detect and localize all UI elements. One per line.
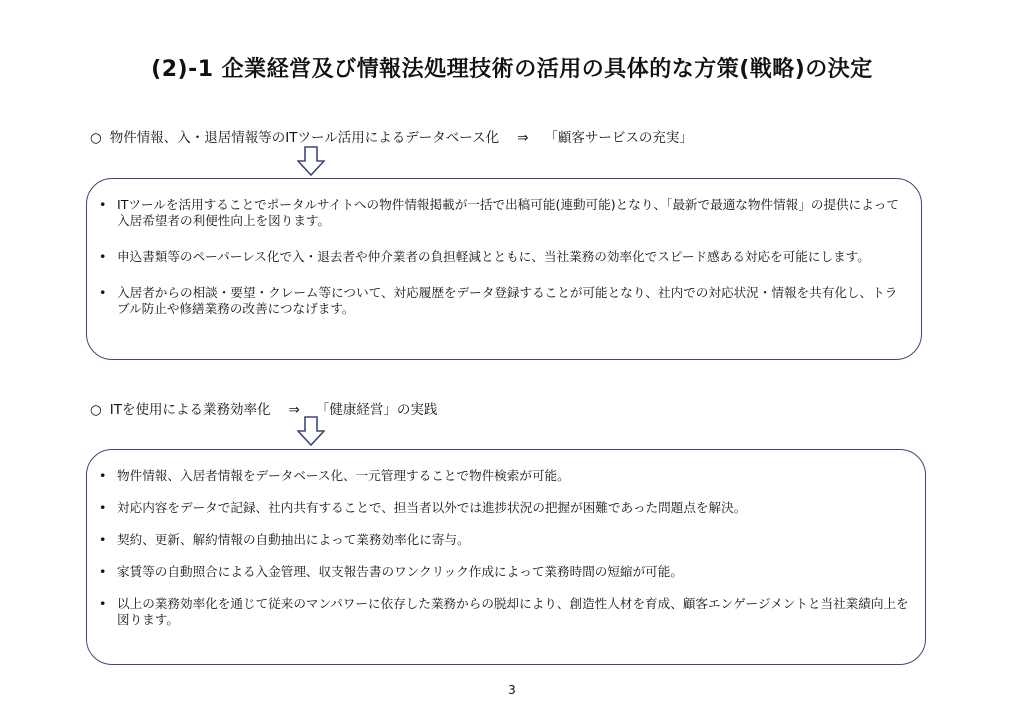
section-1-box <box>86 178 922 360</box>
section-2-list <box>95 468 909 628</box>
section-1-list <box>95 197 905 317</box>
right-arrow-icon: ⇒ <box>517 130 529 146</box>
list-item: • 入居者からの相談・要望・クレーム等について、対応履歴をデータ登録することが可能となり、社内での対応状況・情報を共有化し、トラブル防止や修繕業務の改善につなげます。 <box>99 285 898 316</box>
bullet-icon: • <box>99 532 107 547</box>
list-item: • 対応内容をデータで記録、社内共有することで、担当者以外では進捗状況の把握が困難であった問題点を解決。 <box>99 500 747 515</box>
right-arrow-icon: ⇒ <box>288 402 300 418</box>
bullet-icon: • <box>99 564 107 579</box>
bullet-icon: • <box>99 285 107 300</box>
bullet-icon: • <box>99 249 107 264</box>
section-2-box <box>86 449 926 665</box>
down-arrow-icon <box>297 146 325 176</box>
section-2-heading <box>90 398 437 418</box>
section-2-topic: ITを使用による業務効率化 <box>109 402 271 418</box>
list-item: • 物件情報、入居者情報をデータベース化、一元管理することで物件検索が可能。 <box>99 468 570 483</box>
section-1-goal: 「顧客サービスの充実」 <box>544 130 693 146</box>
page-title: (2)-1 企業経営及び情報法処理技術の活用の具体的な方策(戦略)の決定 <box>151 57 873 82</box>
section-1-topic: 物件情報、入・退居情報等のITツール活用によるデータベース化 <box>109 130 500 146</box>
list-item: • 契約、更新、解約情報の自動抽出によって業務効率化に寄与。 <box>99 532 470 547</box>
bullet-icon: • <box>99 197 107 212</box>
list-item: • 以上の業務効率化を通じて従来のマンパワーに依存した業務からの脱却により、創造性人材を育成、顧客エンゲージメントと当社業績向上を図ります。 <box>99 596 909 627</box>
list-item: • ITツールを活用することでポータルサイトへの物件情報掲載が一括で出稿可能(連動可能)となり、「最新で最適な物件情報」の提供によって入居希望者の利便性向上を図ります。 <box>99 197 900 228</box>
down-arrow-icon <box>297 416 325 446</box>
bullet-icon: • <box>99 596 107 611</box>
circle-bullet-icon: ○ <box>90 130 102 146</box>
page-number: 3 <box>508 683 516 697</box>
circle-bullet-icon: ○ <box>90 402 102 418</box>
bullet-icon: • <box>99 500 107 515</box>
list-item: • 家賃等の自動照合による入金管理、収支報告書のワンクリック作成によって業務時間の短縮が可能。 <box>99 564 683 579</box>
bullet-icon: • <box>99 468 107 483</box>
section-2-goal: 「健康経営」の実践 <box>315 402 438 418</box>
list-item: • 申込書類等のペーパーレス化で入・退去者や仲介業者の負担軽減とともに、当社業務の効率化でスピード感ある対応を可能にします。 <box>99 249 870 264</box>
section-1-heading <box>90 126 693 146</box>
